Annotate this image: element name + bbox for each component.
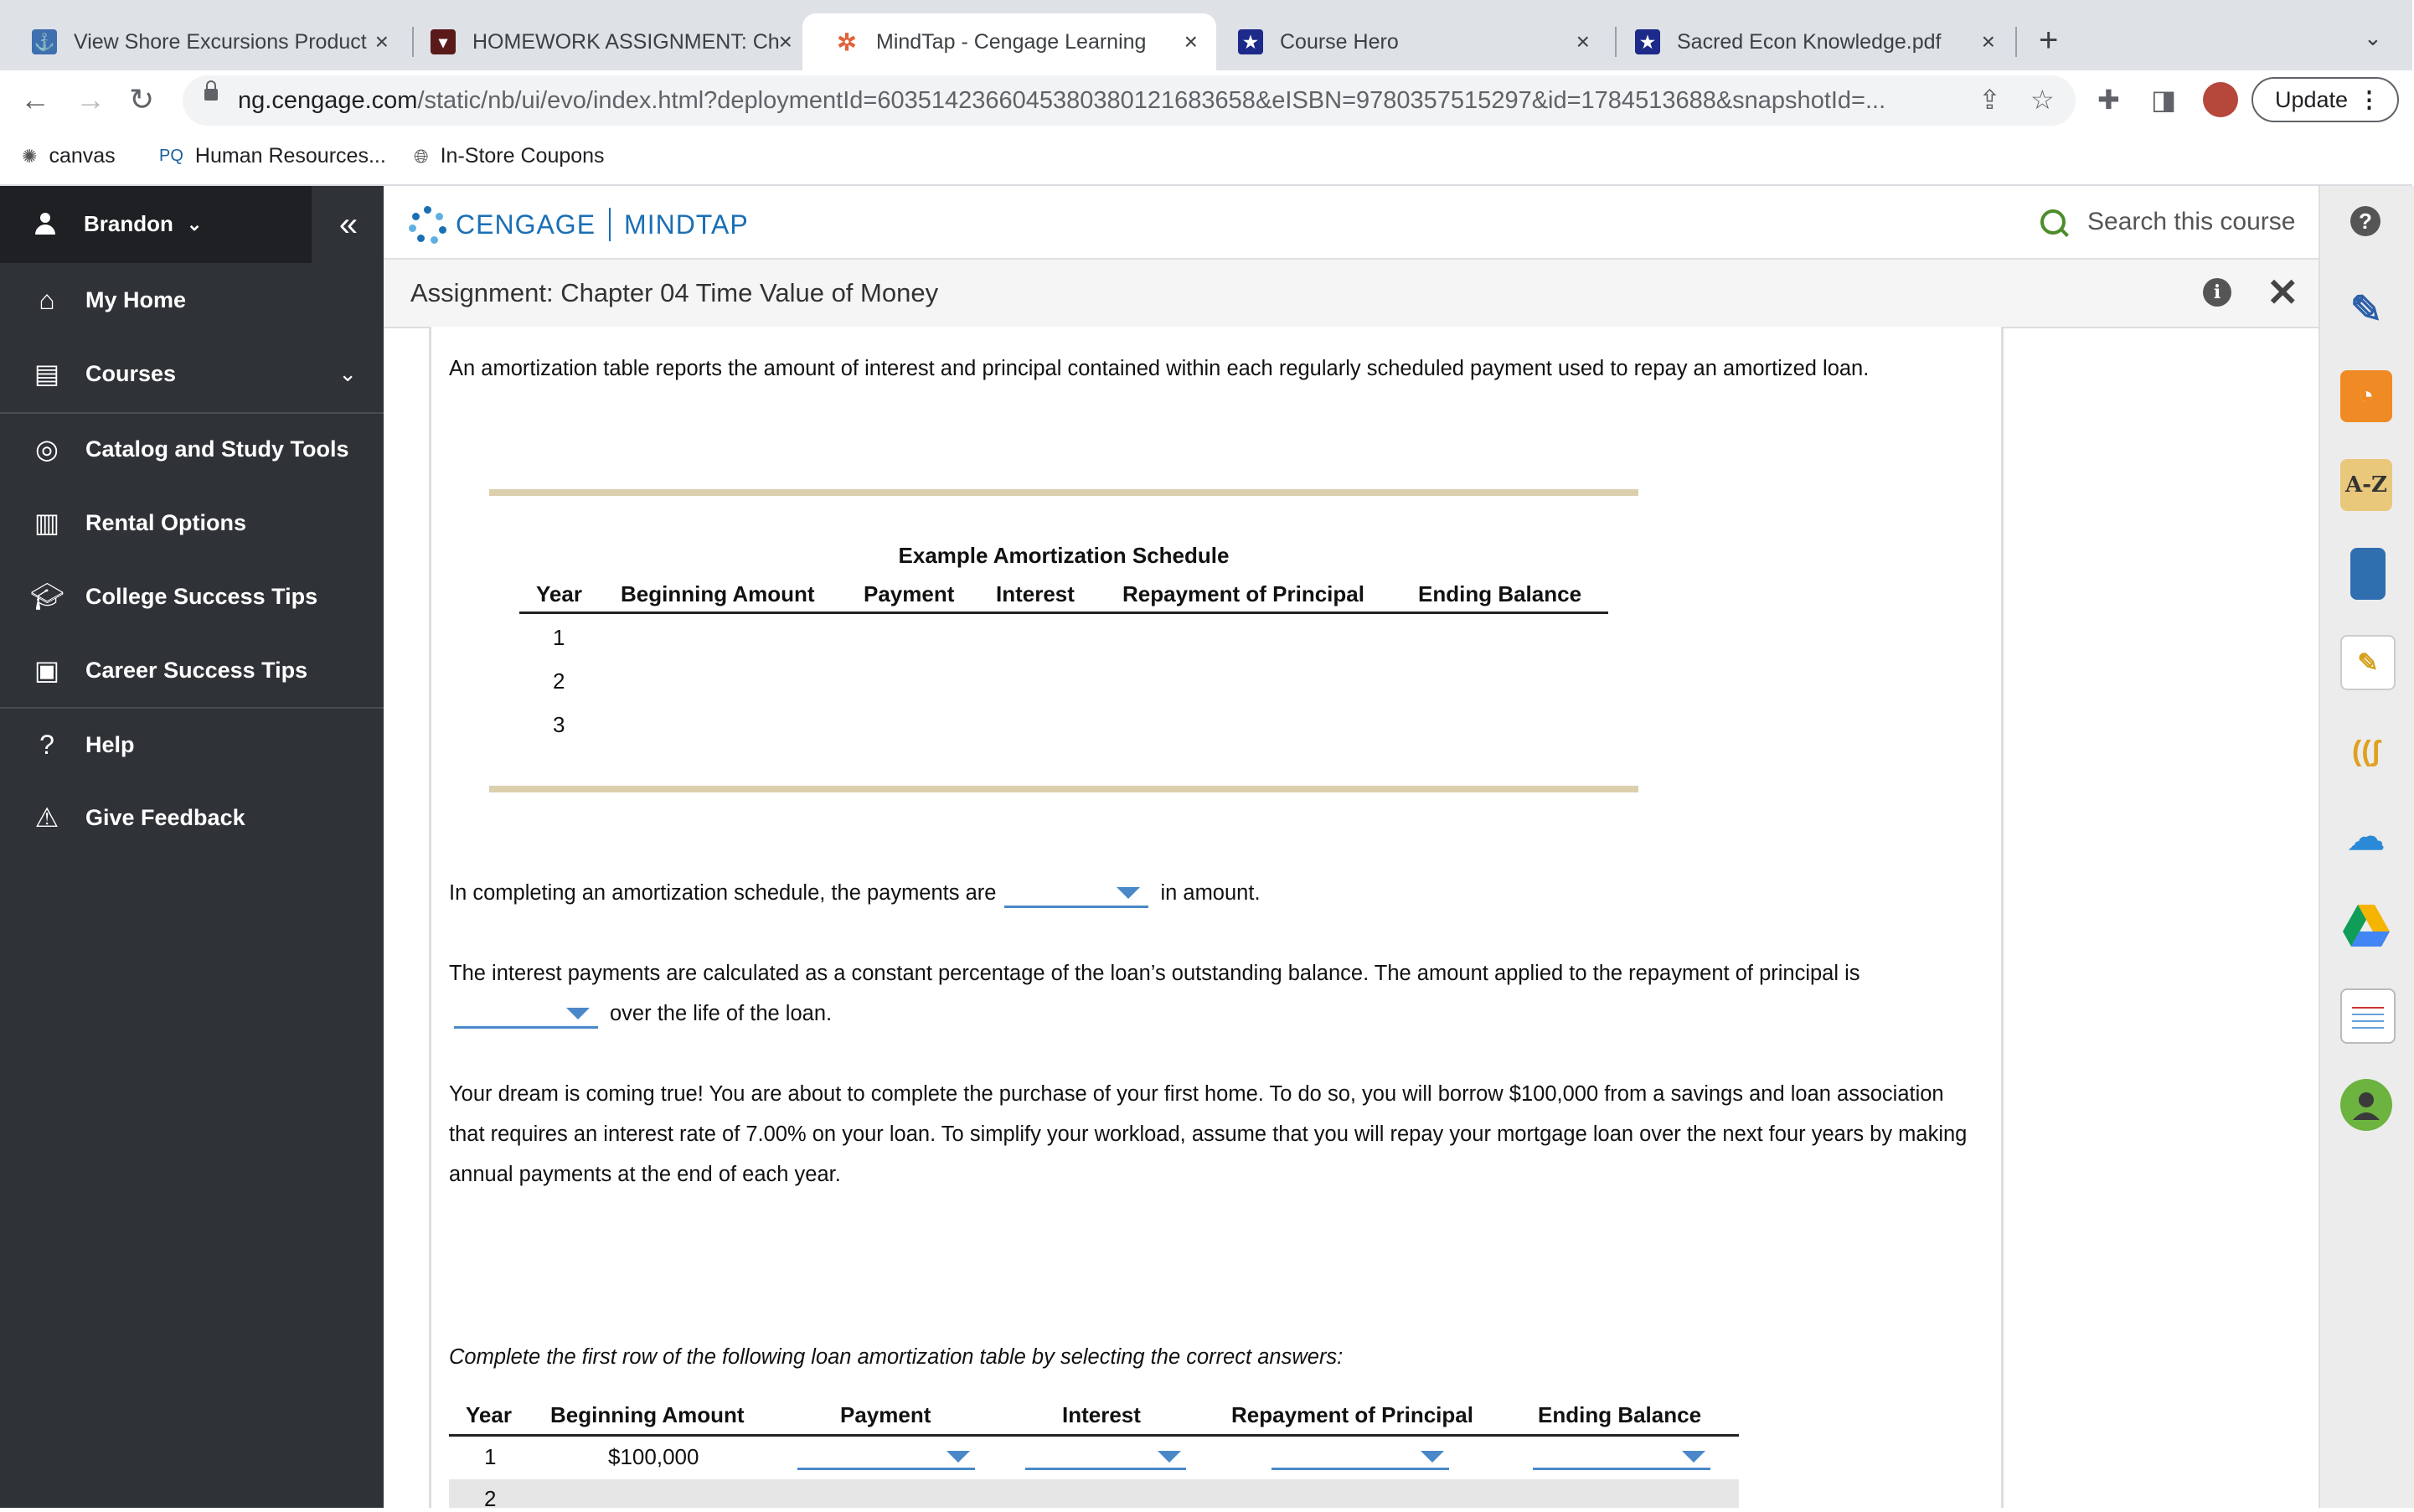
bookmark-label: In-Store Coupons bbox=[440, 144, 605, 168]
tab-mindtap[interactable]: ✲ MindTap - Cengage Learning × bbox=[802, 13, 1216, 70]
briefcase-icon: ▣ bbox=[34, 655, 60, 685]
reload-icon[interactable]: ↻ bbox=[129, 82, 155, 116]
instruction-text: Complete the first row of the following loan amortization table by selecting the correct answers: bbox=[449, 1345, 1344, 1369]
menu-dots-icon[interactable]: ⋮ bbox=[2358, 86, 2380, 112]
table-row-year: 1 bbox=[484, 1444, 497, 1469]
pq-icon: PQ bbox=[159, 147, 183, 165]
profile-app-icon[interactable] bbox=[2340, 1079, 2392, 1131]
book-icon: ▤ bbox=[34, 359, 60, 389]
share-icon[interactable]: ⇪ bbox=[1978, 85, 2001, 115]
example-col-payment: Payment bbox=[864, 581, 955, 606]
bookmark-star-icon[interactable]: ☆ bbox=[2030, 85, 2055, 115]
example-col-beginning: Beginning Amount bbox=[621, 581, 815, 606]
principal-repayment-dropdown[interactable] bbox=[1271, 1442, 1449, 1470]
chevron-down-icon: ⌄ bbox=[186, 213, 203, 235]
compass-icon: ◎ bbox=[35, 434, 59, 464]
intro-text: An amortization table reports the amount of interest and principal contained within each regularly scheduled payment used to repay an amortized loan. bbox=[449, 357, 1870, 380]
forward-icon[interactable]: → bbox=[75, 82, 106, 116]
globe-icon: 🌐︎ bbox=[414, 145, 429, 167]
collapse-sidebar-icon[interactable]: « bbox=[313, 186, 384, 263]
open-book-icon: ▥ bbox=[34, 508, 60, 538]
home-icon: ⌂ bbox=[39, 284, 55, 315]
new-tab-icon[interactable]: + bbox=[2039, 22, 2059, 59]
tab-shore-excursions[interactable]: ⚓ View Shore Excursions Product × bbox=[0, 13, 407, 70]
principal-dropdown[interactable] bbox=[454, 1001, 598, 1029]
scenario-text: Your dream is coming true! You are about to complete the purchase of your first home. To do so, you will borrow $100,000 from a savings and loan association that requires an interest rate of 7.00% on your loan. To simplify your workload, assume that you will repay your mortgage loan over the next four years by making annual payments at the end of each year. bbox=[449, 1082, 1968, 1186]
close-tab-icon[interactable]: × bbox=[1981, 28, 1995, 54]
payment-dropdown[interactable] bbox=[797, 1442, 975, 1470]
sidebar-item-college-success[interactable] bbox=[0, 560, 384, 633]
notes-icon[interactable]: ✎ bbox=[2340, 635, 2396, 690]
sidebar-item-label: Help bbox=[85, 731, 135, 757]
search-icon bbox=[2040, 209, 2066, 235]
ebook-icon[interactable] bbox=[2350, 548, 2386, 600]
close-tab-icon[interactable]: × bbox=[778, 28, 792, 54]
sidebar-item-label: College Success Tips bbox=[85, 583, 318, 609]
side-panel-icon[interactable]: ◨ bbox=[2151, 85, 2177, 115]
pencil-icon[interactable]: ✎ bbox=[2350, 287, 2383, 331]
extensions-icon[interactable]: ✚ bbox=[2097, 85, 2120, 115]
lock-icon[interactable] bbox=[204, 89, 218, 101]
sidebar-item-label: Career Success Tips bbox=[85, 657, 308, 683]
close-tab-icon[interactable]: × bbox=[1184, 28, 1198, 54]
update-button[interactable] bbox=[2252, 77, 2399, 122]
table-col-principal: Repayment of Principal bbox=[1231, 1402, 1473, 1427]
example-year-cell: 3 bbox=[553, 712, 565, 737]
example-col-year: Year bbox=[536, 581, 582, 606]
tab-divider bbox=[2015, 27, 2017, 57]
example-header-rule bbox=[519, 612, 1608, 614]
table-header-rule bbox=[449, 1434, 1739, 1437]
bookmark-human-resources[interactable] bbox=[159, 144, 386, 168]
url-host: ng.cengage.com bbox=[238, 87, 418, 114]
rss-icon[interactable]: ◔ bbox=[2340, 370, 2392, 422]
flashcards-icon[interactable] bbox=[2340, 988, 2396, 1044]
question-1 bbox=[449, 873, 1982, 913]
google-drive-icon[interactable] bbox=[2340, 900, 2392, 952]
example-col-interest: Interest bbox=[996, 581, 1075, 606]
profile-avatar[interactable] bbox=[2203, 82, 2238, 117]
example-top-rule bbox=[489, 489, 1638, 496]
shield-icon: ▾ bbox=[431, 29, 456, 54]
readspeaker-icon[interactable]: ((ʃ bbox=[2352, 735, 2380, 767]
sidebar-item-help[interactable] bbox=[0, 708, 384, 782]
close-tab-icon[interactable]: × bbox=[374, 28, 389, 54]
question-panel bbox=[429, 327, 2004, 1508]
sidebar-item-give-feedback[interactable] bbox=[0, 781, 384, 854]
brand-cengage: CENGAGE bbox=[456, 209, 596, 240]
bookmark-label: Human Resources... bbox=[194, 144, 386, 168]
url-text[interactable] bbox=[238, 87, 1947, 115]
user-icon bbox=[34, 213, 57, 236]
brand-divider bbox=[609, 208, 611, 241]
canvas-icon: ✺ bbox=[22, 145, 38, 167]
user-menu[interactable] bbox=[34, 211, 202, 237]
close-icon[interactable]: ✕ bbox=[2267, 271, 2299, 314]
info-icon[interactable]: i bbox=[2203, 278, 2231, 307]
example-col-ending: Ending Balance bbox=[1418, 581, 1582, 606]
sidebar-item-label: Courses bbox=[85, 360, 177, 386]
table-row bbox=[449, 1479, 1739, 1508]
brand-logo[interactable] bbox=[456, 208, 749, 241]
search-placeholder: Search this course bbox=[2087, 208, 2296, 235]
sidebar-item-label: Catalog and Study Tools bbox=[85, 436, 349, 462]
table-row-beginning: $100,000 bbox=[608, 1444, 699, 1469]
feedback-icon: ⚠︎ bbox=[34, 802, 59, 833]
graduation-cap-icon: 🎓︎ bbox=[30, 581, 64, 612]
coursehero-icon: ★ bbox=[1238, 29, 1263, 54]
tab-search-chevron-icon[interactable]: ⌄ bbox=[2364, 25, 2382, 50]
course-search[interactable] bbox=[2040, 208, 2295, 236]
sidebar-item-catalog[interactable] bbox=[0, 412, 384, 486]
bookmark-canvas[interactable] bbox=[22, 144, 116, 168]
url-path: /static/nb/ui/evo/index.html?deploymentId=603514236604538038012168365​8&eISBN=9780357515297&id=1784513688&snapshotId=... bbox=[417, 87, 1886, 114]
coursehero-icon: ★ bbox=[1635, 29, 1660, 54]
q2-text-after: over the life of the loan. bbox=[610, 1002, 833, 1025]
back-icon[interactable]: ← bbox=[20, 82, 50, 116]
sidebar-item-label: Rental Options bbox=[85, 509, 247, 535]
example-table-title: Example Amortization Schedule bbox=[898, 543, 1230, 568]
interest-dropdown[interactable] bbox=[1025, 1442, 1186, 1470]
cruise-icon: ⚓ bbox=[32, 29, 57, 54]
q1-text-after: in amount. bbox=[1160, 881, 1261, 905]
bookmark-in-store-coupons[interactable] bbox=[414, 144, 605, 168]
help-icon: ? bbox=[39, 729, 54, 760]
sidebar-item-my-home[interactable] bbox=[0, 263, 384, 337]
sidebar-item-rental-options[interactable] bbox=[0, 486, 384, 560]
table-row-year: 2 bbox=[484, 1486, 497, 1511]
question-2 bbox=[449, 953, 1982, 1034]
glossary-icon[interactable]: A-Z bbox=[2340, 459, 2392, 511]
help-icon[interactable]: ? bbox=[2350, 206, 2380, 236]
user-name: Brandon bbox=[84, 211, 173, 236]
table-col-payment: Payment bbox=[840, 1402, 931, 1427]
cloud-icon[interactable]: ☁ bbox=[2348, 816, 2385, 858]
tab-homework-assignment[interactable]: ▾ HOMEWORK ASSIGNMENT: Ch × bbox=[399, 13, 811, 70]
payments-dropdown[interactable] bbox=[1004, 880, 1148, 908]
sidebar-item-label: Give Feedback bbox=[85, 804, 245, 830]
table-col-year: Year bbox=[466, 1402, 512, 1427]
table-col-interest: Interest bbox=[1062, 1402, 1141, 1427]
q1-text-before: In completing an amortization schedule, the payments are bbox=[449, 881, 997, 905]
close-tab-icon[interactable]: × bbox=[1576, 28, 1590, 54]
cengage-logo-icon bbox=[409, 204, 447, 243]
cengage-icon: ✲ bbox=[837, 28, 857, 55]
tab-sacred-econ[interactable]: ★ Sacred Econ Knowledge.pdf × bbox=[1603, 13, 2014, 70]
sidebar-item-courses[interactable] bbox=[0, 337, 384, 410]
example-col-principal: Repayment of Principal bbox=[1122, 581, 1364, 606]
brand-mindtap: MINDTAP bbox=[624, 209, 749, 240]
sidebar-item-career-success[interactable] bbox=[0, 633, 384, 707]
update-label: Update bbox=[2275, 86, 2349, 112]
example-year-cell: 1 bbox=[553, 625, 565, 650]
q2-text-before: The interest payments are calculated as a constant percentage of the loan’s outstanding balance. The amount applied to the repayment of principal is bbox=[449, 962, 1860, 985]
table-col-ending: Ending Balance bbox=[1538, 1402, 1702, 1427]
bookmark-label: canvas bbox=[49, 144, 116, 168]
chevron-down-icon: ⌄ bbox=[338, 360, 357, 386]
assignment-title: Assignment: Chapter 04 Time Value of Money bbox=[410, 278, 939, 307]
ending-balance-dropdown[interactable] bbox=[1533, 1442, 1710, 1470]
table-col-beginning: Beginning Amount bbox=[550, 1402, 745, 1427]
example-year-cell: 2 bbox=[553, 668, 565, 694]
example-bottom-rule bbox=[489, 786, 1638, 792]
sidebar-item-label: My Home bbox=[85, 286, 187, 312]
tab-course-hero[interactable]: ★ Course Hero × bbox=[1206, 13, 1608, 70]
